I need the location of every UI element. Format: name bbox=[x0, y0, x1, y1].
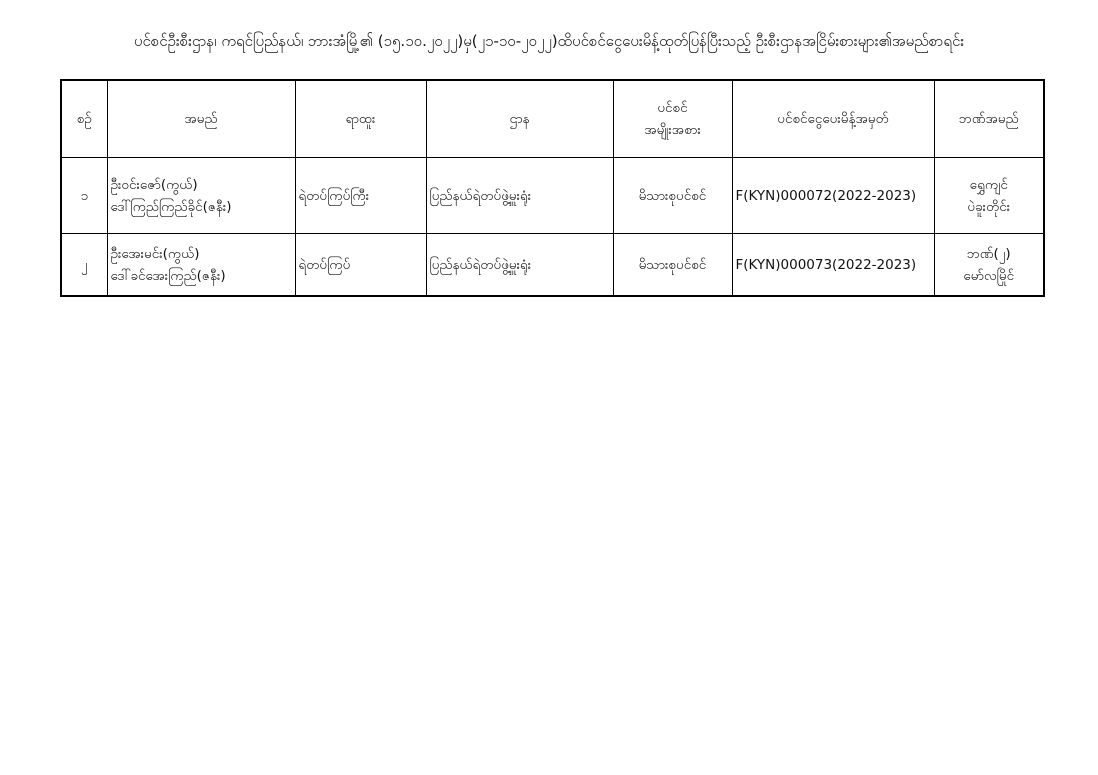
cell-department: ပြည်နယ်ရဲတပ်ဖွဲ့မှူးရုံး bbox=[426, 234, 613, 297]
cell-bank bbox=[934, 158, 1044, 234]
header-pension-type-line2: အမျိုးအစား bbox=[644, 122, 701, 138]
header-bank: ဘဏ်အမည် bbox=[934, 80, 1044, 158]
cell-name-line2: ဒေါ်ကြည်ကြည်ခိုင်(ဇနီး) bbox=[110, 198, 232, 215]
cell-pension-type: မိသားစုပင်စင် bbox=[613, 158, 732, 234]
header-pension-type bbox=[613, 80, 732, 158]
header-order-no: ပင်စင်ငွေပေးမိန့်အမှတ် bbox=[732, 80, 934, 158]
cell-name-line1: ဦးအေးမင်း(ကွယ်) bbox=[110, 245, 200, 262]
table-header-row bbox=[61, 80, 1044, 158]
header-name: အမည် bbox=[107, 80, 295, 158]
cell-rank: ရဲတပ်ကြပ်ကြီး bbox=[295, 158, 426, 234]
cell-name-line1: ဦးဝင်းဇော်(ကွယ်) bbox=[110, 176, 198, 193]
page-title: ပင်စင်ဦးစီးဌာန၊ ကရင်ပြည်နယ်၊ ဘားအံမြို့၏ (၁၅.၁၀.၂၀၂၂)မှ(၂၁-၁၀-၂၀၂၂)ထိပင်စင်ငွေပေးမိန့်ထုတ်ပြန်ပြီးသည့် ဦးစီးဌာနအငြိမ်းစားများ၏အမည်စာရင်း bbox=[133, 32, 965, 50]
header-department: ဌာန bbox=[426, 80, 613, 158]
cell-bank-line2: မော်လမြိုင် bbox=[963, 267, 1015, 284]
cell-name bbox=[107, 234, 295, 297]
cell-name-line2: ဒေါ်ခင်အေးကြည်(ဇနီး) bbox=[110, 267, 226, 284]
table-row bbox=[61, 234, 1044, 297]
cell-bank bbox=[934, 234, 1044, 297]
header-no: စဉ် bbox=[61, 80, 107, 158]
cell-no: ၂ bbox=[61, 234, 107, 297]
cell-order-no: F(KYN)000072(2022-2023) bbox=[732, 158, 934, 234]
cell-order-no: F(KYN)000073(2022-2023) bbox=[732, 234, 934, 297]
cell-bank-line1: ရွှေကျင် bbox=[969, 176, 1008, 193]
header-pension-type-line1: ပင်စင် bbox=[657, 100, 688, 116]
cell-bank-line2: ပဲခူးတိုင်း bbox=[967, 198, 1011, 215]
cell-no: ၁ bbox=[61, 158, 107, 234]
cell-department: ပြည်နယ်ရဲတပ်ဖွဲ့မှူးရုံး bbox=[426, 158, 613, 234]
table-row bbox=[61, 158, 1044, 234]
cell-pension-type: မိသားစုပင်စင် bbox=[613, 234, 732, 297]
cell-rank: ရဲတပ်ကြပ် bbox=[295, 234, 426, 297]
cell-bank-line1: ဘဏ်(၂) bbox=[966, 245, 1011, 262]
cell-name bbox=[107, 158, 295, 234]
pension-roster-table bbox=[60, 79, 1045, 297]
header-rank: ရာထူး bbox=[295, 80, 426, 158]
